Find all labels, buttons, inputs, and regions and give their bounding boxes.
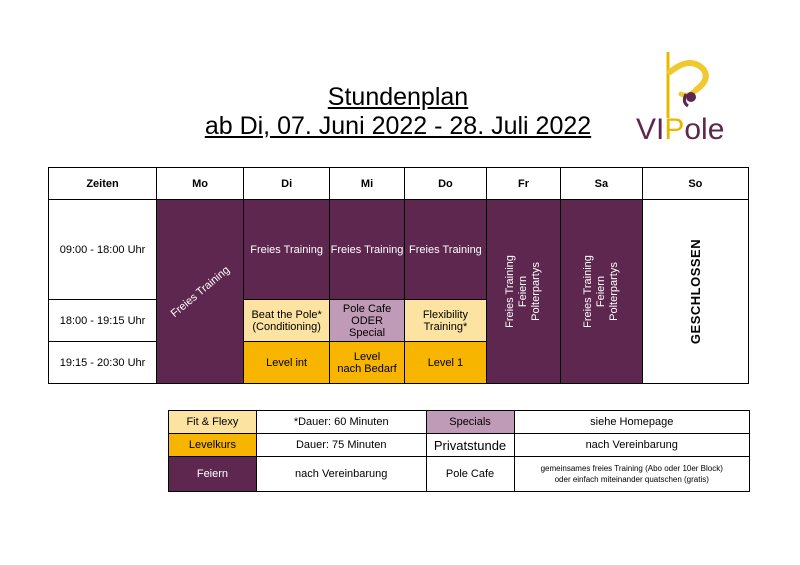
legend-nach-vereinbarung-1: nach Vereinbarung <box>514 434 750 457</box>
logo-text: VIPole <box>636 113 725 146</box>
legend-privatstunde: Privatstunde <box>426 434 514 457</box>
header-di: Di <box>243 168 329 200</box>
so-cell: GESCHLOSSEN <box>642 200 748 384</box>
di-slot-1: Freies Training <box>243 200 329 300</box>
legend-pole-cafe: Pole Cafe <box>426 457 514 492</box>
legend-table <box>168 410 750 492</box>
di-slot-2: Beat the Pole* (Conditioning) <box>243 300 329 342</box>
header-sa: Sa <box>561 168 643 200</box>
legend-dauer-60: *Dauer: 60 Minuten <box>256 411 426 434</box>
header-mi: Mi <box>330 168 405 200</box>
legend-siehe-homepage: siehe Homepage <box>514 411 750 434</box>
mi-slot-1: Freies Training <box>330 200 405 300</box>
page-subtitle: ab Di, 07. Juni 2022 - 28. Juli 2022 <box>204 112 592 140</box>
legend-fit-flexy: Fit & Flexy <box>169 411 257 434</box>
di-slot-3: Level int <box>243 342 329 384</box>
time-slot-3: 19:15 - 20:30 Uhr <box>49 342 157 384</box>
time-slot-1: 09:00 - 18:00 Uhr <box>49 200 157 300</box>
sa-cell: Freies Training Feiern Polterpartys <box>561 200 643 384</box>
header-mo: Mo <box>157 168 244 200</box>
do-slot-2: Flexibility Training* <box>404 300 486 342</box>
legend-dauer-75: Dauer: 75 Minuten <box>256 434 426 457</box>
legend-feiern: Feiern <box>169 457 257 492</box>
header-fr: Fr <box>487 168 561 200</box>
header-do: Do <box>404 168 486 200</box>
fr-cell: Freies Training Feiern Polterpartys <box>487 200 561 384</box>
mo-cell: Freies Training <box>157 200 244 384</box>
legend-specials: Specials <box>426 411 514 434</box>
legend-nach-vereinbarung-2: nach Vereinbarung <box>256 457 426 492</box>
time-slot-2: 18:00 - 19:15 Uhr <box>49 300 157 342</box>
mi-slot-3: Level nach Bedarf <box>330 342 405 384</box>
schedule-table <box>48 167 749 384</box>
header-zeiten: Zeiten <box>49 168 157 200</box>
legend-pole-cafe-desc: gemeinsames freies Training (Abo oder 10er Block) oder einfach miteinander quatschen (gratis) <box>514 457 750 492</box>
vipole-logo <box>636 50 746 150</box>
do-slot-1: Freies Training <box>404 200 486 300</box>
header-so: So <box>642 168 748 200</box>
do-slot-3: Level 1 <box>404 342 486 384</box>
page-title: Stundenplan <box>327 83 469 111</box>
legend-levelkurs: Levelkurs <box>169 434 257 457</box>
mi-slot-2: Pole Cafe ODER Special <box>330 300 405 342</box>
pole-dancer-icon <box>636 50 746 120</box>
